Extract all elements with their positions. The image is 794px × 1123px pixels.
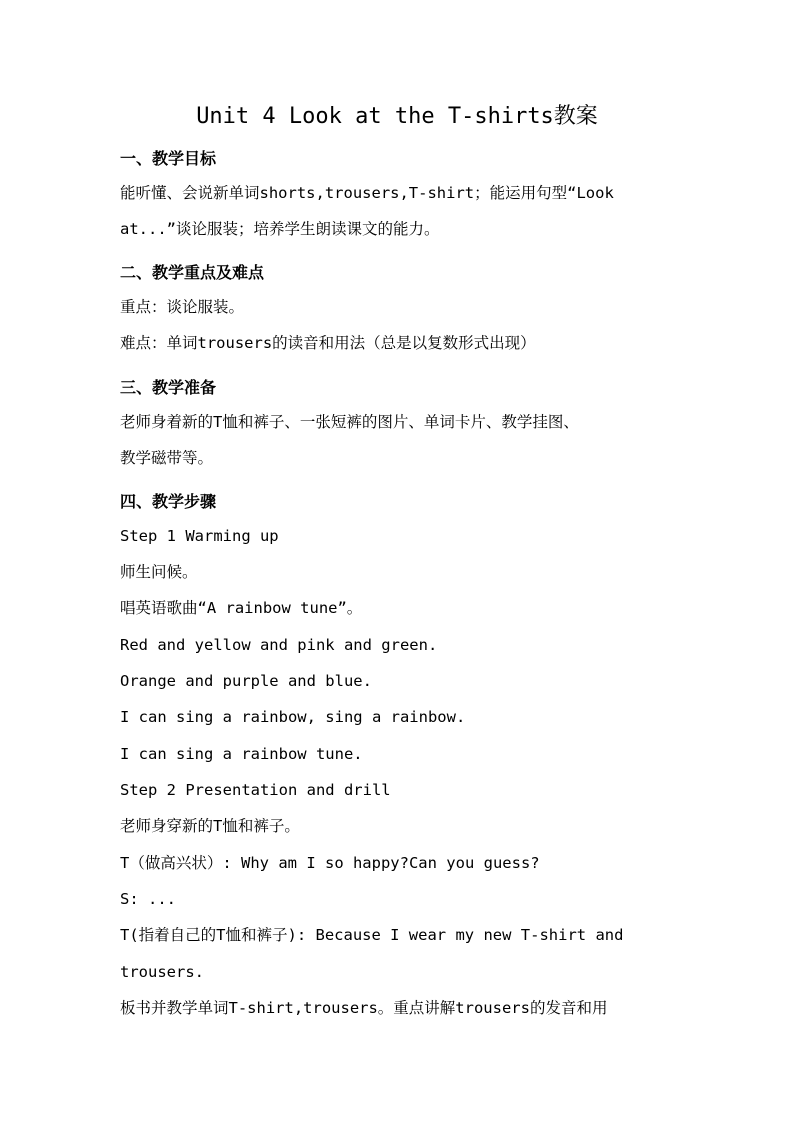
section-heading-preparation: 三、教学准备 (120, 378, 217, 397)
document-title: Unit 4 Look at the T-shirts教案 (196, 104, 598, 129)
paragraph-line: 能听懂、会说新单词shorts,trousers,T-shirt；能运用句型“Look (120, 184, 614, 202)
section-heading-key-points: 二、教学重点及难点 (120, 263, 265, 282)
dialogue-line: S: ... (120, 890, 176, 908)
song-lyric-line: Orange and purple and blue. (120, 672, 372, 690)
song-lyric-line: Red and yellow and pink and green. (120, 636, 438, 654)
paragraph-line: 板书并教学单词T-shirt,trousers。重点讲解trousers的发音和用 (120, 999, 608, 1017)
dialogue-line: T(指着自己的T恤和裤子): Because I wear my new T-shirt and (120, 926, 624, 944)
song-lyric-line: I can sing a rainbow tune. (120, 745, 363, 763)
step-heading: Step 1 Warming up (120, 527, 279, 545)
dialogue-line: T（做高兴状）: Why am I so happy?Can you guess? (120, 854, 540, 872)
paragraph-line: 难点：单词trousers的读音和用法（总是以复数形式出现） (120, 334, 536, 352)
step-heading: Step 2 Presentation and drill (120, 781, 391, 799)
paragraph-line: 唱英语歌曲“A rainbow tune”。 (120, 599, 363, 617)
paragraph-line: 师生问候。 (120, 563, 198, 581)
dialogue-line: trousers. (120, 963, 204, 981)
paragraph-line: at...”谈论服装；培养学生朗读课文的能力。 (120, 220, 440, 238)
section-heading-procedure: 四、教学步骤 (120, 492, 217, 511)
paragraph-line: 教学磁带等。 (120, 449, 214, 467)
paragraph-line: 老师身穿新的T恤和裤子。 (120, 817, 300, 835)
paragraph-line: 老师身着新的T恤和裤子、一张短裤的图片、单词卡片、教学挂图、 (120, 413, 579, 431)
section-heading-objectives: 一、教学目标 (120, 149, 217, 168)
paragraph-line: 重点：谈论服装。 (120, 298, 245, 316)
song-lyric-line: I can sing a rainbow, sing a rainbow. (120, 708, 466, 726)
